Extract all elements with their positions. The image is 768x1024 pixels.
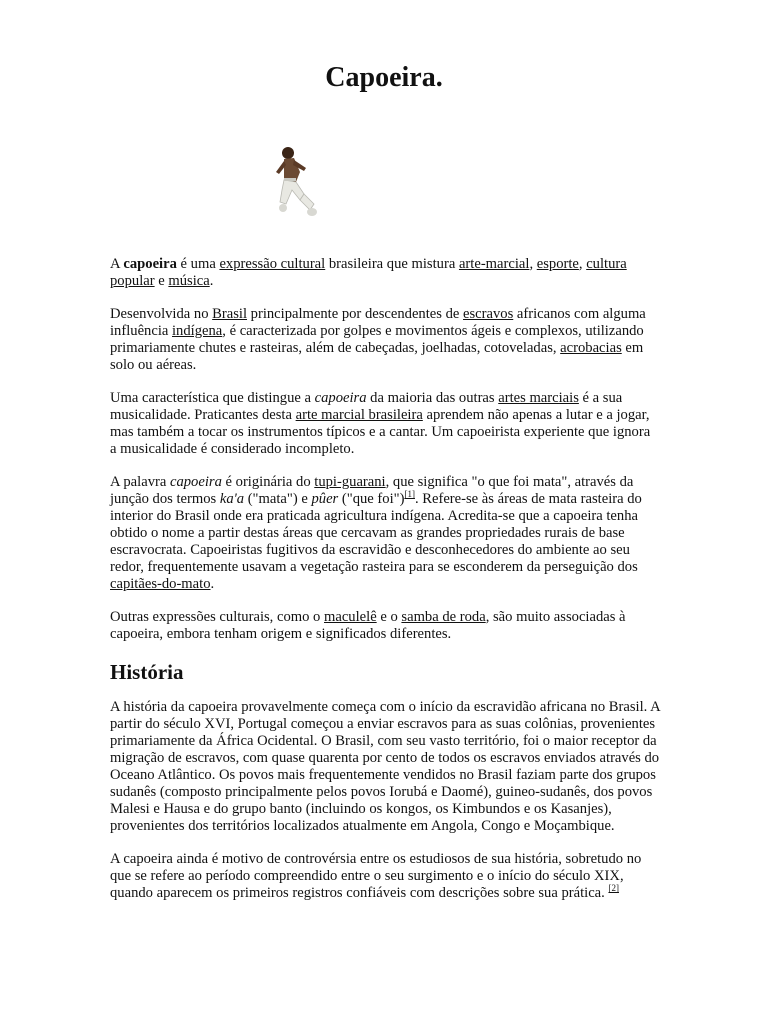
intro-paragraph-1 <box>110 256 660 290</box>
link-esporte[interactable]: esporte <box>536 256 579 272</box>
term-puer-italic: pûer <box>311 491 339 507</box>
text: , é caracterizada por golpes e movimentos ágeis e complexos, utilizando primariamente chutes e rasteiras, além de cabeçadas, joelhadas, cotoveladas, <box>110 323 644 356</box>
page-title: Capoeira. <box>325 62 443 93</box>
text: brasileira que mistura <box>325 256 459 272</box>
term-kaa-italic: ka'a <box>219 491 245 507</box>
text: A capoeira ainda é motivo de controvérsia entre os estudiosos de sua história, sobretudo no que se refere ao período compreendido entre o seu surgimento e o início do século XIX, quando aparecem os primeiros registros confiáveis com descrições sobre sua prática. <box>110 851 642 901</box>
term-capoeira-italic: capoeira <box>314 390 367 406</box>
link-artes-marciais[interactable]: artes marciais <box>498 390 579 406</box>
capoeirista-figure <box>270 142 330 222</box>
text: . <box>210 576 215 592</box>
link-tupi-guarani[interactable]: tupi-guarani <box>314 474 386 490</box>
intro-paragraph-2 <box>110 306 660 374</box>
text: é uma <box>176 256 220 272</box>
link-escravos[interactable]: escravos <box>463 306 514 322</box>
term-capoeira-italic: capoeira <box>169 474 222 490</box>
text: ("mata") e <box>244 491 312 507</box>
intro-paragraph-5 <box>110 609 660 643</box>
text: principalmente por descendentes de <box>247 306 464 322</box>
text: Desenvolvida no <box>110 306 213 322</box>
section-heading-historia: História <box>110 660 184 684</box>
link-musica[interactable]: música <box>168 273 210 289</box>
text: , <box>529 256 537 272</box>
text: , <box>578 256 587 272</box>
text: A <box>110 256 124 272</box>
link-indigena[interactable]: indígena <box>172 323 223 339</box>
link-samba-de-roda[interactable]: samba de roda <box>401 609 486 625</box>
text: . <box>209 273 214 289</box>
history-paragraph-1: A história da capoeira provavelmente começa com o início da escravidão africana no Brasil. A partir do século XVI, Portugal começou a enviar escravos para as suas colônias, provenientes primariamente da África Ocidental. O Brasil, com seu vasto território, foi o maior receptor da migração de escravos, com quase quarenta por cento de todos os escravos enviados através do Oceano Atlântico. Os povos mais frequentemente vendidos no Brasil faziam parte dos grupos sudanês (composto principalmente pelos povos Iorubá e Daomé), guineo-sudanês, dos povos Malesi e Hausa e do grupo banto (incluindo os kongos, os Kimbundos e os Kasanjes), provenientes dos territórios localizados atualmente em Angola, Congo e Moçambique. <box>110 699 660 834</box>
text: em solo ou aéreas. <box>110 340 644 373</box>
text: Uma característica que distingue a <box>110 390 315 406</box>
text: é originária do <box>221 474 315 490</box>
footnote-link-2[interactable]: [2] <box>608 883 619 894</box>
link-acrobacias[interactable]: acrobacias <box>560 340 622 356</box>
text: , que significa "o que foi mata", através da junção dos termos <box>110 474 634 507</box>
text: aprendem não apenas a lutar e a jogar, mas também a tocar os instrumentos típicos e a cantar. Um capoeirista experiente que ignora a musicalidade é considerado incompleto. <box>110 407 651 457</box>
text: Outras expressões culturais, como o <box>110 609 324 625</box>
link-capitaes-do-mato[interactable]: capitães-do-mato <box>110 576 211 592</box>
footnote-ref-1[interactable] <box>404 489 415 499</box>
text: A palavra <box>110 474 170 490</box>
intro-paragraph-4 <box>110 474 660 593</box>
link-maculele[interactable]: maculelê <box>324 609 377 625</box>
history-paragraph-2 <box>110 851 660 902</box>
intro-paragraph-3 <box>110 390 660 458</box>
text: ("que foi") <box>338 491 405 507</box>
text: . Refere-se às áreas de mata rasteira do interior do Brasil onde era praticada agricultura indígena. Acredita-se que a capoeira tenha obtido o nome a partir destas áreas que cercavam as grandes propriedades rurais de base escravocrata. Capoeiristas fugitivos da escravidão e desconhecedores do ambiente ao seu redor, frequentemente usavam a vegetação rasteira para se esconderem da perseguição dos <box>110 491 642 575</box>
text: , são muito associadas à capoeira, embora tenham origem e significados diferentes. <box>110 609 626 642</box>
text: e <box>154 273 169 289</box>
text: africanos com alguma influência <box>110 306 646 339</box>
text: da maioria das outras <box>366 390 499 406</box>
article-content <box>110 256 660 918</box>
term-capoeira-bold: capoeira <box>123 256 177 272</box>
footnote-link-1[interactable]: [1] <box>404 489 415 500</box>
link-expressao-cultural[interactable]: expressão cultural <box>219 256 326 272</box>
text: é a sua musicalidade. Praticantes desta <box>110 390 623 423</box>
link-brasil[interactable]: Brasil <box>212 306 248 322</box>
footnote-ref-2[interactable] <box>608 883 619 893</box>
link-arte-marcial-brasileira[interactable]: arte marcial brasileira <box>295 407 423 423</box>
text: e o <box>376 609 402 625</box>
link-cultura-popular[interactable]: cultura popular <box>110 256 627 289</box>
link-arte-marcial[interactable]: arte-marcial <box>458 256 530 272</box>
